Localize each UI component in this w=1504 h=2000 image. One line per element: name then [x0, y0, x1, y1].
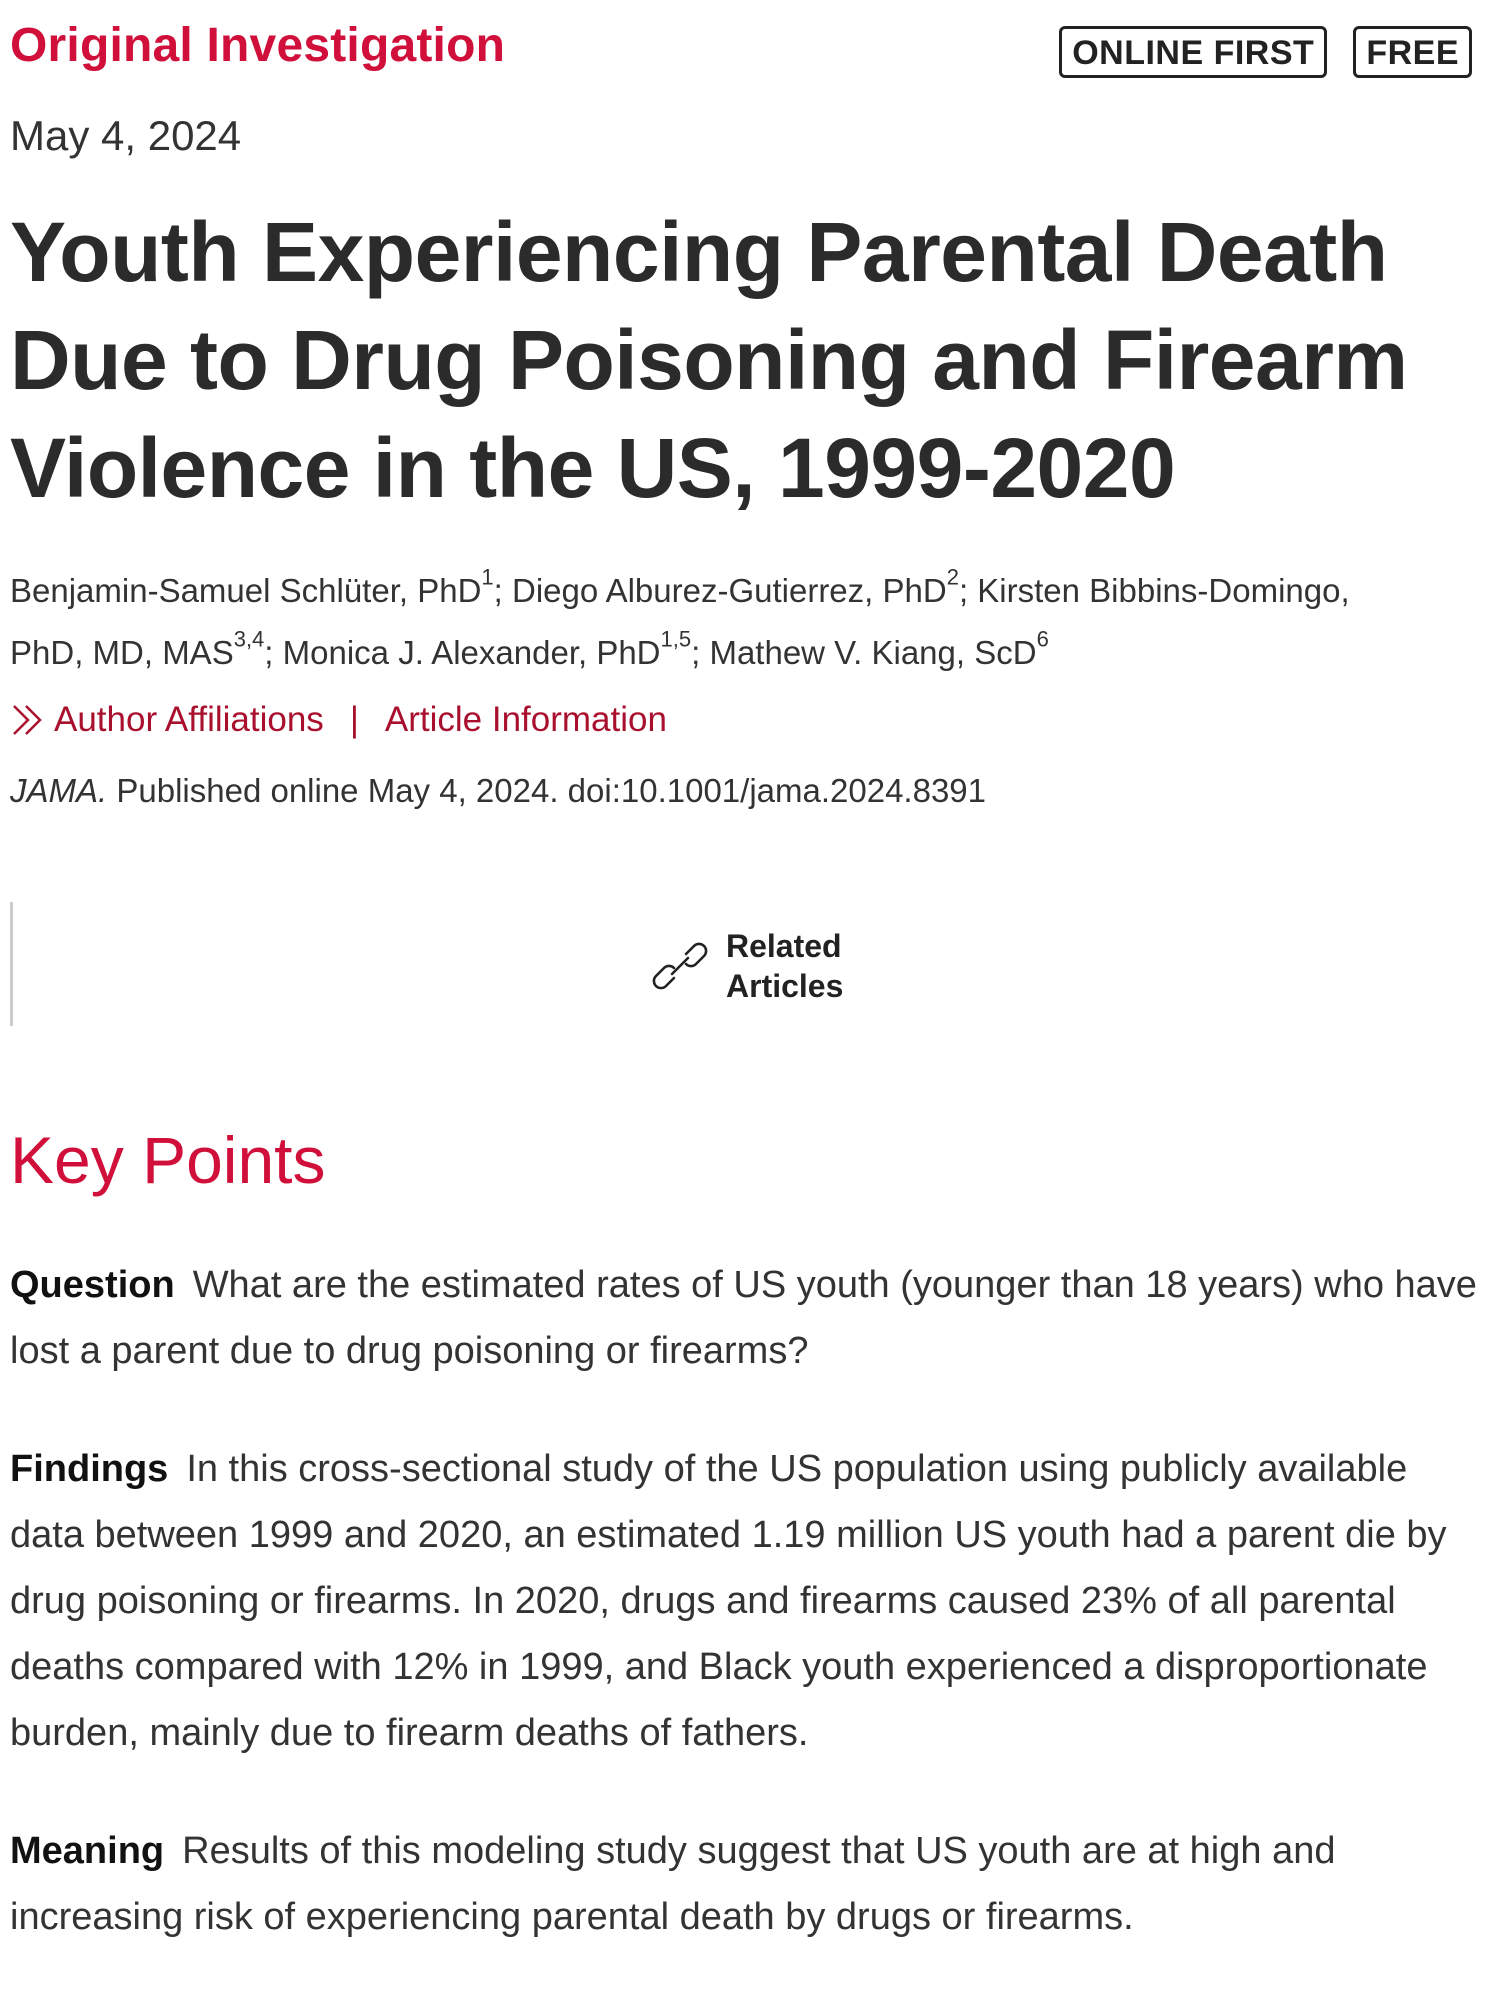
double-chevron-right-icon — [10, 702, 50, 738]
meaning-text: Results of this modeling study suggest that US youth are at high and increasing risk of experiencing parental death by drugs or firearms. — [10, 1830, 1336, 1938]
related-articles-label: Related Articles — [726, 928, 844, 1004]
citation-details: Published online May 4, 2024. doi:10.1001/jama.2024.8391 — [107, 772, 987, 809]
findings-label: Findings — [10, 1448, 169, 1490]
author-name[interactable]: Monica J. Alexander, PhD — [282, 634, 661, 671]
author-name[interactable]: Diego Alburez-Gutierrez, PhD — [512, 572, 947, 609]
meaning-label: Meaning — [10, 1830, 165, 1872]
author-separator: ; — [958, 572, 978, 609]
journal-name: JAMA. — [10, 772, 108, 809]
author-affiliations-link[interactable]: Author Affiliations — [54, 700, 324, 739]
key-point-meaning — [10, 1818, 1480, 1950]
key-point-question — [10, 1252, 1480, 1384]
article-information-link[interactable]: Article Information — [384, 700, 667, 739]
author-separator: ; — [493, 572, 512, 609]
publication-date: May 4, 2024 — [10, 112, 242, 159]
author-affiliation-number: 3,4 — [233, 626, 265, 652]
free-badge: FREE — [1353, 26, 1472, 78]
key-points-heading: Key Points — [10, 1123, 326, 1197]
article-links — [10, 700, 667, 740]
author-affiliation-number: 1,5 — [660, 626, 692, 652]
article-title: Youth Experiencing Parental Death Due to Drug Poisoning and Firearm Violence in the US, 1999-2020 — [10, 205, 1408, 515]
author-affiliation-number: 1 — [481, 564, 494, 590]
author-affiliation-number: 2 — [946, 564, 959, 590]
author-name[interactable]: Kirsten Bibbins-Domingo, PhD, MD, MAS — [10, 572, 1350, 671]
citation — [10, 772, 986, 810]
link-divider: | — [349, 700, 359, 739]
link-icon — [650, 936, 710, 996]
question-text: What are the estimated rates of US youth (younger than 18 years) who have lost a parent due to drug poisoning or firearms? — [10, 1264, 1477, 1372]
author-separator: ; — [691, 634, 710, 671]
related-articles-button[interactable] — [650, 926, 876, 1006]
online-first-badge: ONLINE FIRST — [1059, 26, 1327, 78]
author-list — [10, 560, 1430, 684]
question-label: Question — [10, 1264, 175, 1306]
author-affiliation-number: 6 — [1036, 626, 1049, 652]
badge-group — [1059, 26, 1472, 78]
related-divider — [10, 902, 13, 1026]
author-separator: ; — [264, 634, 283, 671]
article-header — [10, 18, 1490, 88]
findings-text: In this cross-sectional study of the US population using publicly available data between 1999 and 2020, an estimated 1.19 million US youth had a parent die by drug poisoning or firearms. In 2020, drugs and firearms caused 23% of all parental deaths compared with 12% in 1999, and Black youth experienced a disproportionate burden, mainly due to firearm deaths of fathers. — [10, 1448, 1447, 1754]
author-name[interactable]: Mathew V. Kiang, ScD — [709, 634, 1037, 671]
key-point-findings — [10, 1436, 1480, 1766]
author-name[interactable]: Benjamin-Samuel Schlüter, PhD — [10, 572, 482, 609]
article-type-label: Original Investigation — [10, 19, 506, 72]
